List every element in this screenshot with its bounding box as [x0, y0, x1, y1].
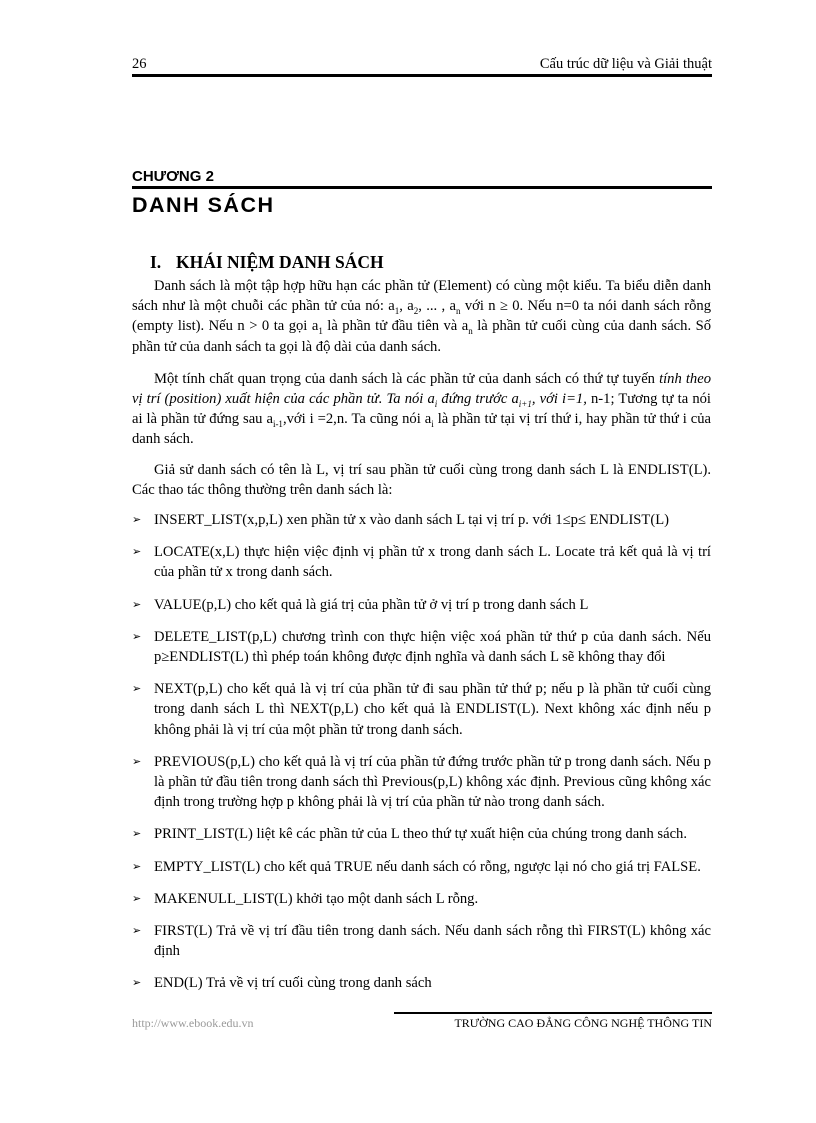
- footer-rule: [394, 1012, 712, 1014]
- page-header: [132, 56, 712, 77]
- list-item: ➢ PRINT_LIST(L) liệt kê các phần tử của L theo thứ tự xuất hiện của chúng trong danh sách.: [132, 824, 711, 844]
- arrow-bullet-icon: ➢: [132, 545, 142, 559]
- paragraph-ordering: Một tính chất quan trọng của danh sách là các phần tử của danh sách có thứ tự tuyến tính theo vị trí (position) xuất hiện của các phần tử. Ta nói $a_i$ đứng trước $a_{i+1}$, với i=1, n-1; Tương tự ta nói ai là phần tử đứng sau $a_{i-1},với$ i =2,n. Ta cũng nói $a_i$ là phần tử tại vị trí thứ i, hay phần tử thứ i của danh sách.: [132, 370, 711, 448]
- footer-school: TRƯỜNG CAO ĐẲNG CÔNG NGHỆ THÔNG TIN: [454, 1016, 712, 1030]
- arrow-bullet-icon: ➢: [132, 976, 142, 990]
- list-item: ➢ VALUE(p,L) cho kết quả là giá trị của phần tử ở vị trí p trong danh sách L: [132, 595, 711, 615]
- list-item: ➢ DELETE_LIST(p,L) chương trình con thực hiện việc xoá phần tử thứ p của danh sách. Nếu p≥ENDLIST(L) thì phép toán không được định nghĩa và danh sách L sẽ không thay đổi: [132, 628, 711, 666]
- arrow-bullet-icon: ➢: [132, 629, 142, 643]
- list-item: ➢ LOCATE(x,L) thực hiện việc định vị phần tử x trong danh sách L. Locate trả kết quả là vị trí của phần tử x trong danh sách.: [132, 544, 711, 581]
- arrow-bullet-icon: ➢: [132, 513, 142, 527]
- operations-list: [132, 510, 711, 994]
- paragraph-operations-intro: Giả sử danh sách có tên là L, vị trí sau phần tử cuối cùng trong danh sách L là ENDLIST(L). Các thao tác thông thường trên danh sách là:: [132, 461, 711, 498]
- arrow-bullet-icon: ➢: [132, 754, 142, 768]
- body-content: [132, 276, 711, 1006]
- list-item: ➢ MAKENULL_LIST(L) khởi tạo một danh sách L rỗng.: [132, 889, 711, 909]
- chapter-label: CHƯƠNG 2: [132, 168, 712, 189]
- list-item: ➢ END(L) Trả về vị trí cuối cùng trong danh sách: [132, 973, 711, 993]
- arrow-bullet-icon: ➢: [132, 859, 142, 873]
- list-item: ➢ EMPTY_LIST(L) cho kết quả TRUE nếu danh sách có rỗng, ngược lại nó cho giá trị FALSE.: [132, 857, 711, 877]
- list-item: ➢ PREVIOUS(p,L) cho kết quả là vị trí của phần tử đứng trước phần tử p trong danh sách. Nếu p là phần tử đầu tiên trong danh sách thì Previous(p,L) không xác định. Previous cũng không xác định trong trường hợp p không phải là vị trí của phần tử nào trong danh sách.: [132, 753, 711, 811]
- list-item: ➢ FIRST(L) Trả về vị trí đầu tiên trong danh sách. Nếu danh sách rỗng thì FIRST(L) không xác định: [132, 923, 711, 960]
- arrow-bullet-icon: ➢: [132, 924, 142, 938]
- footer-url: http://www.ebook.edu.vn: [132, 1016, 254, 1030]
- chapter-title: DANH SÁCH: [132, 193, 275, 217]
- arrow-bullet-icon: ➢: [132, 891, 142, 905]
- section-number: I.: [150, 252, 162, 272]
- paragraph-definition: Danh sách là một tập hợp hữu hạn các phần tử (Element) có cùng một kiểu. Ta biểu diễn danh sách như là một chuỗi các phần tử của nó: $a_1$, $a_2$, ... , $a_n$ với n ≥ 0. Nếu n=0 ta nói danh sách rỗng (empty list). Nếu n > 0 ta gọi $a_1$ là phần tử đầu tiên và $a_n$ là phần tử cuối cùng của danh sách. Số phần tử của danh sách ta gọi là độ dài của danh sách.: [132, 278, 711, 355]
- arrow-bullet-icon: ➢: [132, 682, 142, 696]
- section-title: KHÁI NIỆM DANH SÁCH: [176, 252, 384, 272]
- page-number: 26: [132, 56, 147, 72]
- section-heading: [150, 252, 384, 273]
- arrow-bullet-icon: ➢: [132, 827, 142, 841]
- book-title: Cấu trúc dữ liệu và Giải thuật: [539, 56, 712, 72]
- list-item: ➢ INSERT_LIST(x,p,L) xen phần tử x vào danh sách L tại vị trí p. với 1≤p≤ ENDLIST(L): [132, 510, 711, 530]
- page-footer: [132, 1012, 712, 1030]
- list-item: ➢ NEXT(p,L) cho kết quả là vị trí của phần tử đi sau phần tử thứ p; nếu p là phần tử cuối cùng trong danh sách L thì NEXT(p,L) cho kết quả là ENDLIST(L). Next không xác định nếu p không phải là vị trí của một phần tử trong danh sách.: [132, 681, 711, 738]
- arrow-bullet-icon: ➢: [132, 597, 142, 611]
